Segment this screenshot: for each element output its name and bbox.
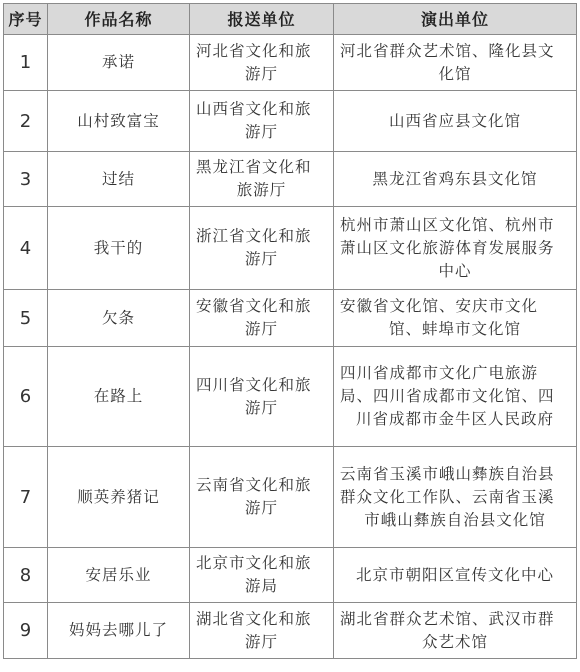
cell-submitter: 北京市文化和旅游局	[190, 548, 334, 603]
cell-title: 欠条	[48, 290, 190, 347]
table-row	[4, 347, 577, 447]
table-row	[4, 35, 577, 91]
cell-no: 3	[4, 152, 48, 207]
table-row	[4, 290, 577, 347]
cell-submitter: 浙江省文化和旅游厅	[190, 207, 334, 290]
cell-title: 顺英养猪记	[48, 447, 190, 548]
table-row	[4, 152, 577, 207]
header-performer: 演出单位	[334, 4, 577, 35]
header-submitter: 报送单位	[190, 4, 334, 35]
cell-title: 妈妈去哪儿了	[48, 603, 190, 659]
table-row	[4, 91, 577, 152]
cell-performer: 杭州市萧山区文化馆、杭州市萧山区文化旅游体育发展服务中心	[334, 207, 577, 290]
cell-no: 2	[4, 91, 48, 152]
cell-performer: 湖北省群众艺术馆、武汉市群众艺术馆	[334, 603, 577, 659]
cell-submitter: 云南省文化和旅游厅	[190, 447, 334, 548]
cell-title: 过结	[48, 152, 190, 207]
cell-submitter: 山西省文化和旅游厅	[190, 91, 334, 152]
cell-title: 承诺	[48, 35, 190, 91]
cell-no: 7	[4, 447, 48, 548]
cell-no: 6	[4, 347, 48, 447]
cell-title: 安居乐业	[48, 548, 190, 603]
cell-performer: 河北省群众艺术馆、隆化县文化馆	[334, 35, 577, 91]
cell-submitter: 河北省文化和旅游厅	[190, 35, 334, 91]
cell-submitter: 湖北省文化和旅游厅	[190, 603, 334, 659]
cell-performer: 山西省应县文化馆	[334, 91, 577, 152]
cell-submitter: 黑龙江省文化和旅游厅	[190, 152, 334, 207]
header-row	[4, 4, 577, 35]
cell-performer: 云南省玉溪市峨山彝族自治县群众文化工作队、云南省玉溪市峨山彝族自治县文化馆	[334, 447, 577, 548]
cell-no: 5	[4, 290, 48, 347]
cell-performer: 北京市朝阳区宣传文化中心	[334, 548, 577, 603]
cell-no: 1	[4, 35, 48, 91]
cell-no: 4	[4, 207, 48, 290]
cell-submitter: 安徽省文化和旅游厅	[190, 290, 334, 347]
table-row	[4, 207, 577, 290]
cell-title: 我干的	[48, 207, 190, 290]
cell-no: 8	[4, 548, 48, 603]
cell-title: 在路上	[48, 347, 190, 447]
table-row	[4, 548, 577, 603]
program-table	[3, 3, 577, 659]
header-title: 作品名称	[48, 4, 190, 35]
table-header	[4, 4, 577, 35]
cell-performer: 四川省成都市文化广电旅游局、四川省成都市文化馆、四川省成都市金牛区人民政府	[334, 347, 577, 447]
cell-performer: 安徽省文化馆、安庆市文化馆、蚌埠市文化馆	[334, 290, 577, 347]
cell-no: 9	[4, 603, 48, 659]
header-no: 序号	[4, 4, 48, 35]
table-body	[4, 35, 577, 659]
table-row	[4, 603, 577, 659]
cell-title: 山村致富宝	[48, 91, 190, 152]
table-row	[4, 447, 577, 548]
cell-submitter: 四川省文化和旅游厅	[190, 347, 334, 447]
cell-performer: 黑龙江省鸡东县文化馆	[334, 152, 577, 207]
